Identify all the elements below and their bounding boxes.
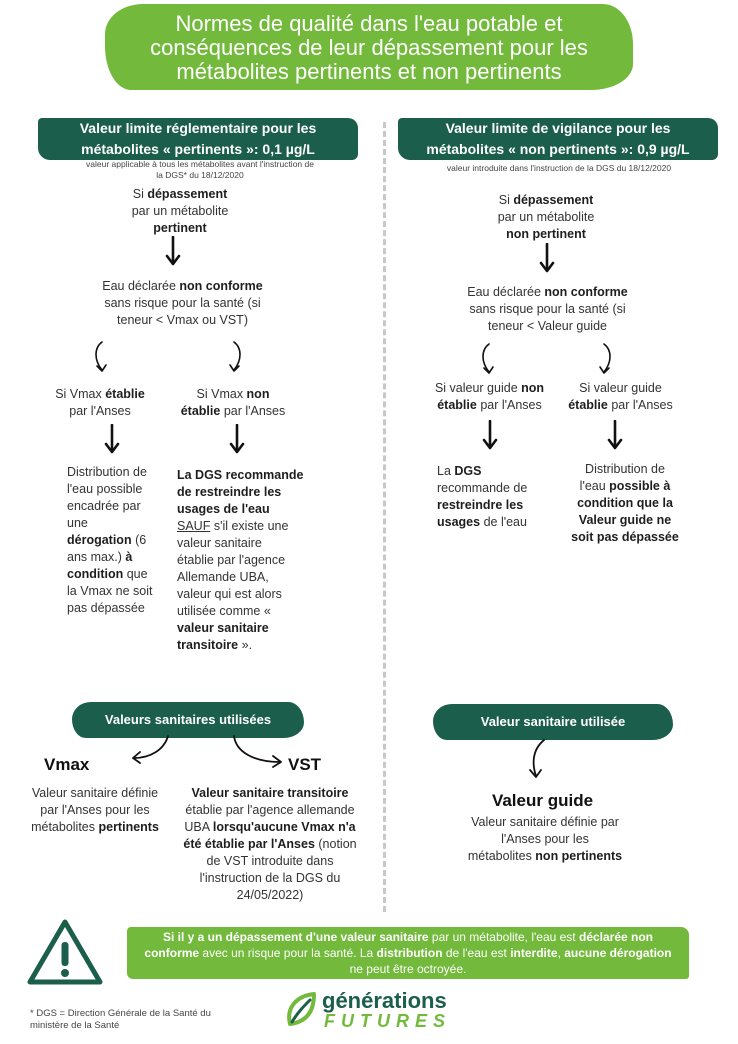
guide-description-bold: non pertinents bbox=[535, 849, 623, 863]
left-result-a-line: encadrée par bbox=[67, 499, 141, 513]
left-step-1-bold: dépassement bbox=[147, 187, 228, 201]
logo-name: générations bbox=[322, 988, 447, 1013]
left-pill: Valeurs sanitaires utilisées bbox=[72, 702, 304, 738]
vmax-description-line: par l'Anses pour les bbox=[40, 803, 150, 817]
left-branch-a-bold: établie bbox=[105, 387, 145, 401]
left-result-a-line: la Vmax ne soit bbox=[67, 584, 153, 598]
left-banner bbox=[38, 118, 358, 160]
left-result-b-bold: valeur sanitaire bbox=[177, 621, 269, 635]
warning-bold: conforme bbox=[144, 946, 200, 960]
left-step-1-bold-2: pertinent bbox=[153, 221, 207, 235]
curved-arrow-right-icon bbox=[230, 734, 286, 768]
left-step-2 bbox=[70, 278, 295, 329]
title-line-3: métabolites pertinents et non pertinents bbox=[176, 59, 562, 84]
left-result-a bbox=[67, 464, 167, 617]
warning-bold: dérogation bbox=[609, 946, 672, 960]
left-result-b-text: ». bbox=[238, 638, 253, 652]
left-note bbox=[50, 159, 350, 181]
left-step-2-bold: non conforme bbox=[179, 279, 263, 293]
curved-arrow-left-icon bbox=[128, 734, 172, 764]
curved-arrow-left-icon bbox=[479, 342, 501, 376]
right-step-2-line-3: teneur < Valeur guide bbox=[488, 319, 607, 333]
guide-description-line: l'Anses pour les bbox=[501, 832, 589, 846]
left-branch-b-bold-2: établie bbox=[180, 404, 221, 418]
left-result-a-line: une bbox=[67, 516, 88, 530]
left-result-a-bold: dérogation bbox=[67, 533, 132, 547]
left-result-a-line: l'eau possible bbox=[67, 482, 143, 496]
right-result-a-bold: restreindre les bbox=[437, 498, 524, 512]
right-result-b-bold: soit pas dépassée bbox=[571, 530, 679, 544]
left-result-b-line: utilisée comme « bbox=[177, 604, 271, 618]
right-result-a-line: recommande de bbox=[437, 481, 528, 495]
left-result-b-line: valeur qui est alors bbox=[177, 587, 282, 601]
left-note-line-2: la DGS* du 18/12/2020 bbox=[156, 170, 244, 180]
left-result-a-line: pas dépassée bbox=[67, 601, 145, 615]
left-step-1-line-2: par un métabolite bbox=[131, 204, 229, 218]
left-result-b-underline: SAUF bbox=[177, 519, 211, 533]
warning-text: , bbox=[557, 946, 565, 960]
left-result-b-text: s'il existe une bbox=[210, 519, 289, 533]
left-branch-b-bold: non bbox=[246, 387, 270, 401]
right-banner-line-2: métabolites « non pertinents »: 0,9 µg/L bbox=[426, 141, 690, 157]
title-line-2: conséquences de leur dépassement pour les bbox=[150, 35, 588, 60]
right-step-2-line-2: sans risque pour la santé (si bbox=[469, 302, 626, 316]
vst-description-line: de VST introduite dans bbox=[206, 854, 334, 868]
right-pill: Valeur sanitaire utilisée bbox=[433, 704, 673, 740]
right-branch-a-bold: non bbox=[521, 381, 545, 395]
left-banner-line-2: métabolites « pertinents »: 0,1 µg/L bbox=[81, 141, 315, 157]
warning-text: ne peut être octroyée. bbox=[349, 962, 467, 976]
warning-bold: déclarée non bbox=[578, 930, 654, 944]
title-line-1: Normes de qualité dans l'eau potable et bbox=[175, 11, 563, 36]
right-step-2 bbox=[435, 284, 660, 335]
right-step-2-prefix: Eau déclarée bbox=[467, 285, 545, 299]
warning-bold: Si il y a un dépassement d'une valeur sanitaire bbox=[162, 930, 429, 944]
left-step-2-line-3: teneur < Vmax ou VST) bbox=[117, 313, 248, 327]
left-step-2-line-2: sans risque pour la santé (si bbox=[104, 296, 261, 310]
right-result-b bbox=[560, 461, 690, 546]
curved-arrow-right-icon bbox=[224, 340, 246, 374]
down-arrow-icon bbox=[606, 420, 624, 450]
right-result-b-bold: possible à bbox=[609, 479, 671, 493]
vmax-description-line: Valeur sanitaire définie bbox=[31, 786, 159, 800]
right-branch-a-prefix: Si valeur guide bbox=[434, 381, 522, 395]
vst-description-bold: Valeur sanitaire transitoire bbox=[191, 786, 349, 800]
warning-bold: distribution bbox=[376, 946, 443, 960]
guide-description-line: Valeur sanitaire définie par bbox=[471, 815, 619, 829]
right-branch-a-suffix: par l'Anses bbox=[476, 398, 542, 412]
logo-sub: FUTURES bbox=[324, 1011, 451, 1031]
left-step-1 bbox=[100, 186, 260, 237]
left-branch-a-line-2: par l'Anses bbox=[69, 404, 131, 418]
left-branch-a-prefix: Si Vmax bbox=[55, 387, 106, 401]
right-result-a-bold: DGS bbox=[454, 464, 482, 478]
left-result-a-line: Distribution de bbox=[67, 465, 147, 479]
left-step-1-prefix: Si bbox=[132, 187, 148, 201]
left-result-a-text: ans max.) bbox=[67, 550, 126, 564]
down-arrow-icon bbox=[538, 243, 556, 273]
warning-text: avec un risque pour la santé. La bbox=[199, 946, 377, 960]
guide-description bbox=[455, 814, 635, 865]
footnote-line: ministère de la Santé bbox=[30, 1020, 120, 1031]
left-step-2-prefix: Eau déclarée bbox=[102, 279, 180, 293]
right-step-1-bold-2: non pertinent bbox=[506, 227, 586, 241]
right-result-a-text: de l'eau bbox=[480, 515, 527, 529]
vst-description-bold: été établie par l'Anses bbox=[183, 837, 315, 851]
vst-description-bold: lorsqu'aucune Vmax n'a bbox=[212, 820, 356, 834]
left-result-a-bold: condition bbox=[67, 567, 124, 581]
left-result-a-text: (6 bbox=[131, 533, 147, 547]
left-note-line-1: valeur applicable à tous les métabolites avant l'instruction de bbox=[86, 159, 314, 169]
right-banner-line-1: Valeur limite de vigilance pour les bbox=[445, 120, 671, 136]
left-branch-b-suffix: par l'Anses bbox=[220, 404, 286, 418]
column-divider bbox=[383, 122, 386, 912]
down-arrow-icon bbox=[481, 420, 499, 450]
warning-bold: aucune bbox=[564, 946, 607, 960]
left-branch-a bbox=[45, 386, 155, 420]
warning-banner bbox=[127, 927, 689, 979]
guide-label: Valeur guide bbox=[491, 791, 594, 810]
footnote-line: * DGS = Direction Générale de la Santé du bbox=[30, 1008, 211, 1019]
curved-arrow-right-icon bbox=[594, 342, 616, 376]
curved-arrow-down-icon bbox=[524, 738, 548, 780]
right-step-1-line-2: par un métabolite bbox=[497, 210, 595, 224]
right-result-b-bold: Valeur guide ne bbox=[578, 513, 672, 527]
right-result-a bbox=[437, 463, 547, 531]
right-note: valeur introduite dans l'instruction de la DGS du 18/12/2020 bbox=[446, 163, 672, 173]
right-result-b-bold: condition que la bbox=[577, 496, 673, 510]
logo bbox=[284, 988, 474, 1034]
vst-description-text: (notion bbox=[314, 837, 357, 851]
right-step-1-prefix: Si bbox=[498, 193, 514, 207]
right-branch-b-suffix: par l'Anses bbox=[607, 398, 673, 412]
left-result-b bbox=[177, 467, 337, 654]
vst-description-line: l'instruction de la DGS du bbox=[199, 871, 341, 885]
warning-text: par un métabolite, l'eau est bbox=[428, 930, 579, 944]
right-result-b-text: l'eau bbox=[579, 479, 610, 493]
down-arrow-icon bbox=[103, 424, 121, 454]
vmax-description-bold: pertinents bbox=[98, 820, 159, 834]
right-step-2-bold: non conforme bbox=[544, 285, 628, 299]
right-step-1 bbox=[466, 192, 626, 243]
left-banner-line-1: Valeur limite réglementaire pour les bbox=[79, 120, 317, 136]
left-result-b-bold: transitoire bbox=[177, 638, 239, 652]
left-result-a-bold: à bbox=[125, 550, 133, 564]
right-branch-b-bold: établie bbox=[568, 398, 608, 412]
right-banner bbox=[398, 118, 718, 160]
left-result-b-line: Allemande UBA, bbox=[177, 570, 269, 584]
page-title bbox=[105, 4, 633, 90]
warning-icon bbox=[26, 918, 104, 991]
right-branch-a bbox=[422, 380, 557, 414]
down-arrow-icon bbox=[164, 236, 182, 266]
right-result-a-text: La bbox=[437, 464, 455, 478]
right-branch-b bbox=[558, 380, 683, 414]
footnote bbox=[30, 1008, 260, 1032]
guide-description-text: métabolites bbox=[467, 849, 536, 863]
left-branch-b bbox=[178, 386, 288, 420]
left-branch-b-prefix: Si Vmax bbox=[196, 387, 247, 401]
right-result-a-bold: usages bbox=[437, 515, 481, 529]
left-result-b-line: établie par l'agence bbox=[177, 553, 286, 567]
right-result-b-line: Distribution de bbox=[585, 462, 665, 476]
vmax-description-text: métabolites bbox=[31, 820, 99, 834]
vst-description-text: UBA bbox=[184, 820, 213, 834]
curved-arrow-left-icon bbox=[92, 340, 114, 374]
vst-description bbox=[180, 785, 360, 904]
warning-text: de l'eau est bbox=[442, 946, 511, 960]
vst-description-line: 24/05/2022) bbox=[236, 888, 304, 902]
down-arrow-icon bbox=[228, 424, 246, 454]
vmax-description bbox=[15, 785, 175, 836]
left-result-b-bold: usages de l'eau bbox=[177, 502, 270, 516]
left-result-b-line: valeur sanitaire bbox=[177, 536, 262, 550]
right-step-1-bold: dépassement bbox=[513, 193, 594, 207]
right-branch-a-bold-2: établie bbox=[437, 398, 477, 412]
vmax-label: Vmax bbox=[44, 755, 90, 774]
leaf-icon bbox=[284, 990, 318, 1035]
left-result-b-bold: La DGS recommande bbox=[177, 468, 304, 482]
left-result-b-bold: de restreindre les bbox=[177, 485, 282, 499]
vst-description-line: établie par l'agence allemande bbox=[185, 803, 355, 817]
left-result-a-text: que bbox=[123, 567, 148, 581]
vst-label: VST bbox=[288, 755, 322, 774]
right-branch-b-line-1: Si valeur guide bbox=[579, 381, 662, 395]
warning-bold: interdite bbox=[510, 946, 558, 960]
